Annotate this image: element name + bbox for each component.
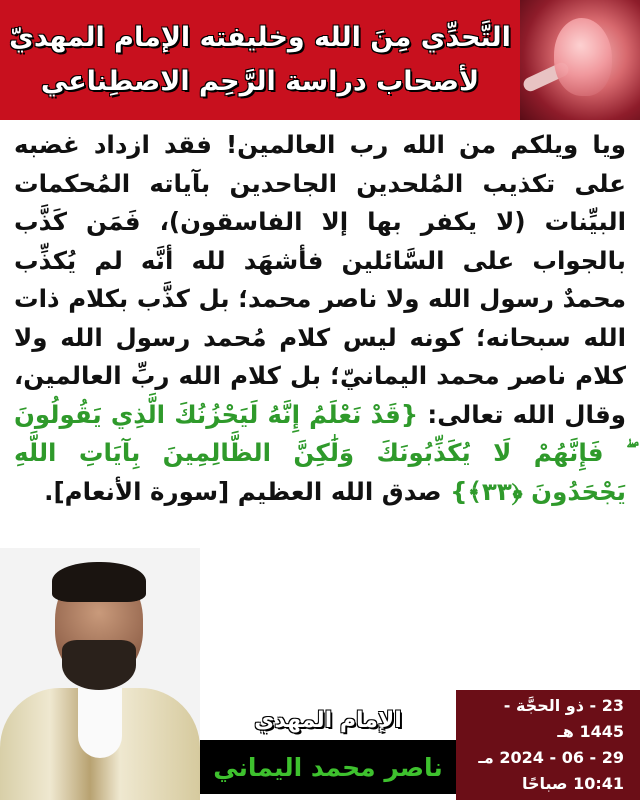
signature-block [200,700,456,800]
header-banner [0,0,640,120]
header-title-line2: لأصحاب دراسة الرَّحِم الاصطِناعي [40,66,480,97]
statement-text: ويا ويلكم من الله رب العالمين! فقد ازداد غضبه على تكذيب المُلحدين الجاحدين بآياته المُحكمات البيِّنات (لا يكفر بها إلا الفاسقون)، فَمَن كَذَّب بالجواب على السَّائلين فأشهَد لله أنَّه لم يُكذِّب محمدٌ رسول الله ولا ناصر محمد؛ بل كذَّب بكلام ذات الله سبحانه؛ كونه ليس كلام مُحمد رسول الله ولا كلام ناصر محمد اليمانيّ؛ بل كلام الله ربِّ العالمين، وقال الله تعالى: [14,130,626,429]
portrait-hair [52,562,146,602]
date-time: 10:41 صباحًا [521,774,624,793]
imam-portrait-photo [0,548,200,800]
date-hijri: 23 - ذو الحجَّة - 1445 هـ [503,696,624,741]
header-title-line1: التَّحدِّي مِنَ الله وخليفته الإمام المهديّ [9,22,511,53]
date-gregorian: 29 - 06 - 2024 مـ [478,748,624,767]
signature-name: ناصر محمد اليماني [200,740,456,794]
quran-verse: {قَدْ نَعْلَمُ إِنَّهُ لَيَحْزُنُكَ الَّذِي يَقُولُونَ ۖ فَإِنَّهُمْ لَا يُكَذِّبُونَكَ وَلَٰكِنَّ الظَّالِمِينَ بِآيَاتِ اللَّهِ يَجْحَدُونَ ﴿٣٣﴾} [14,399,626,506]
statement-ending: صدق الله العظيم [سورة الأنعام]. [44,476,451,506]
date-box [456,690,640,800]
header-title [8,10,512,110]
portrait-collar [78,688,122,758]
signature-title: الإمام المهدي [254,708,402,733]
fetus-figure [554,18,612,96]
portrait-beard [62,640,136,690]
statement-body [14,126,626,511]
fetus-image [520,0,640,120]
